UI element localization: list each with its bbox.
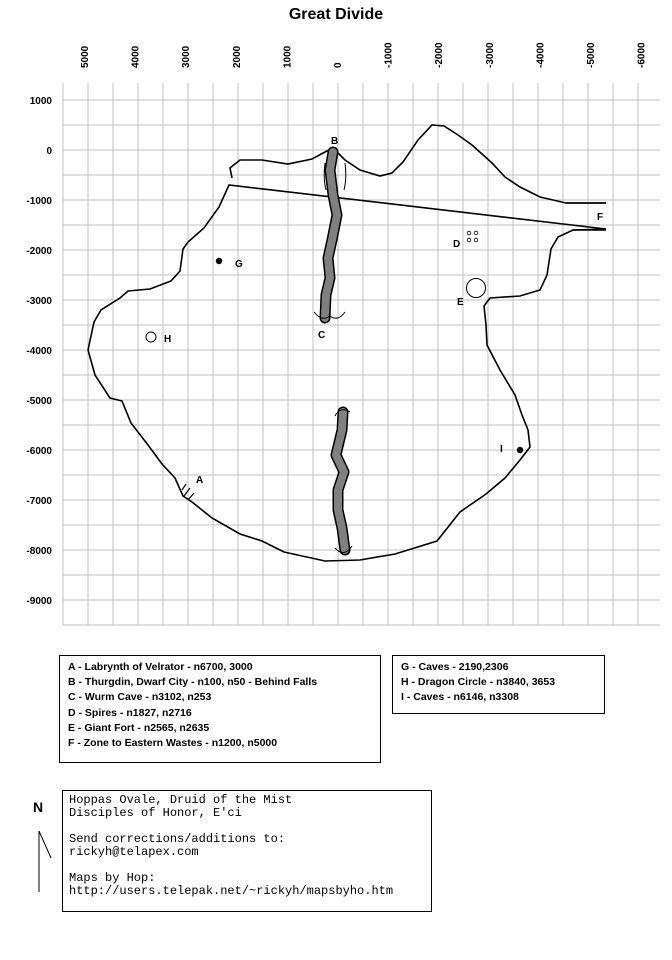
label-g: G: [235, 259, 243, 270]
label-h: H: [164, 334, 172, 345]
y-tick-label: 1000: [29, 96, 52, 107]
label-c: C: [318, 330, 326, 341]
legend-entry-c: C - Wurm Cave - n3102, n253: [68, 691, 212, 704]
north-arrow-icon: [39, 831, 51, 892]
legend-entry-i: I - Caves - n6146, n3308: [401, 691, 519, 704]
y-tick-label: -4000: [26, 346, 52, 357]
marker-i-dot: [517, 447, 523, 453]
x-tick-label: -5000: [586, 42, 597, 68]
label-a: A: [196, 475, 204, 486]
y-tick-label: -7000: [26, 496, 52, 507]
marker-h-circle: [146, 332, 156, 342]
label-i: I: [500, 444, 503, 455]
marker-g-dot: [216, 258, 222, 264]
x-tick-label: 1000: [282, 45, 294, 68]
credits-box: [62, 790, 432, 912]
legend-entry-f: F - Zone to Eastern Wastes - n1200, n5000: [68, 737, 278, 750]
y-tick-label: -3000: [26, 296, 52, 307]
y-tick-label: -8000: [26, 546, 52, 557]
x-axis-labels: [80, 42, 648, 68]
x-tick-label: -3000: [484, 42, 496, 68]
legend-entry-b: B - Thurgdin, Dwarf City - n100, n50 - Behind Falls: [68, 676, 318, 689]
y-tick-label: -5000: [26, 396, 52, 407]
legend-main: [59, 655, 381, 763]
label-e: E: [457, 297, 464, 308]
y-axis-labels: [26, 96, 52, 607]
legend-entry-d: D - Spires - n1827, n2716: [68, 706, 192, 719]
credit-author: Hoppas Ovale, Druid of the Mist: [69, 793, 293, 807]
credit-maps-by: Maps by Hop:: [69, 871, 156, 885]
x-tick-label: 0: [333, 62, 344, 68]
x-tick-label: 2000: [231, 45, 243, 68]
y-tick-label: -9000: [26, 596, 52, 607]
x-tick-label: -4000: [535, 42, 547, 68]
north-label: N: [33, 799, 44, 815]
y-tick-label: -1000: [26, 196, 52, 207]
y-tick-label: -2000: [26, 246, 52, 257]
label-b: B: [331, 136, 339, 147]
x-tick-label: 5000: [80, 45, 91, 68]
x-tick-label: 3000: [181, 45, 193, 68]
zone-boundary: [88, 185, 606, 561]
credit-corrections: Send corrections/additions to:: [69, 832, 286, 846]
x-tick-label: -6000: [636, 42, 648, 68]
label-d: D: [453, 239, 461, 250]
legend-secondary: [392, 655, 605, 714]
marker-e-circle: [467, 279, 486, 298]
x-tick-label: 4000: [130, 45, 142, 68]
credit-guild: Disciples of Honor, E'ci: [69, 806, 242, 820]
marker-d-circles: [467, 231, 478, 242]
credit-email[interactable]: rickyh@telapex.com: [69, 845, 199, 859]
map-grid: [63, 83, 660, 625]
map-title: Great Divide: [288, 6, 384, 23]
x-tick-label: -2000: [434, 42, 446, 68]
legend-entry-h: H - Dragon Circle - n3840, 3653: [401, 676, 556, 689]
legend-entry-a: A - Labrynth of Velrator - n6700, 3000: [68, 661, 253, 673]
label-f: F: [597, 212, 604, 223]
credit-url[interactable]: http://users.telepak.net/~rickyh/mapsbyho.htm: [69, 884, 394, 898]
legend-entry-g: G - Caves - 2190,2306: [401, 661, 509, 673]
x-tick-label: -1000: [383, 42, 395, 68]
y-tick-label: -6000: [26, 446, 52, 457]
y-tick-label: 0: [46, 146, 52, 157]
legend-entry-e: E - Giant Fort - n2565, n2635: [68, 721, 210, 734]
